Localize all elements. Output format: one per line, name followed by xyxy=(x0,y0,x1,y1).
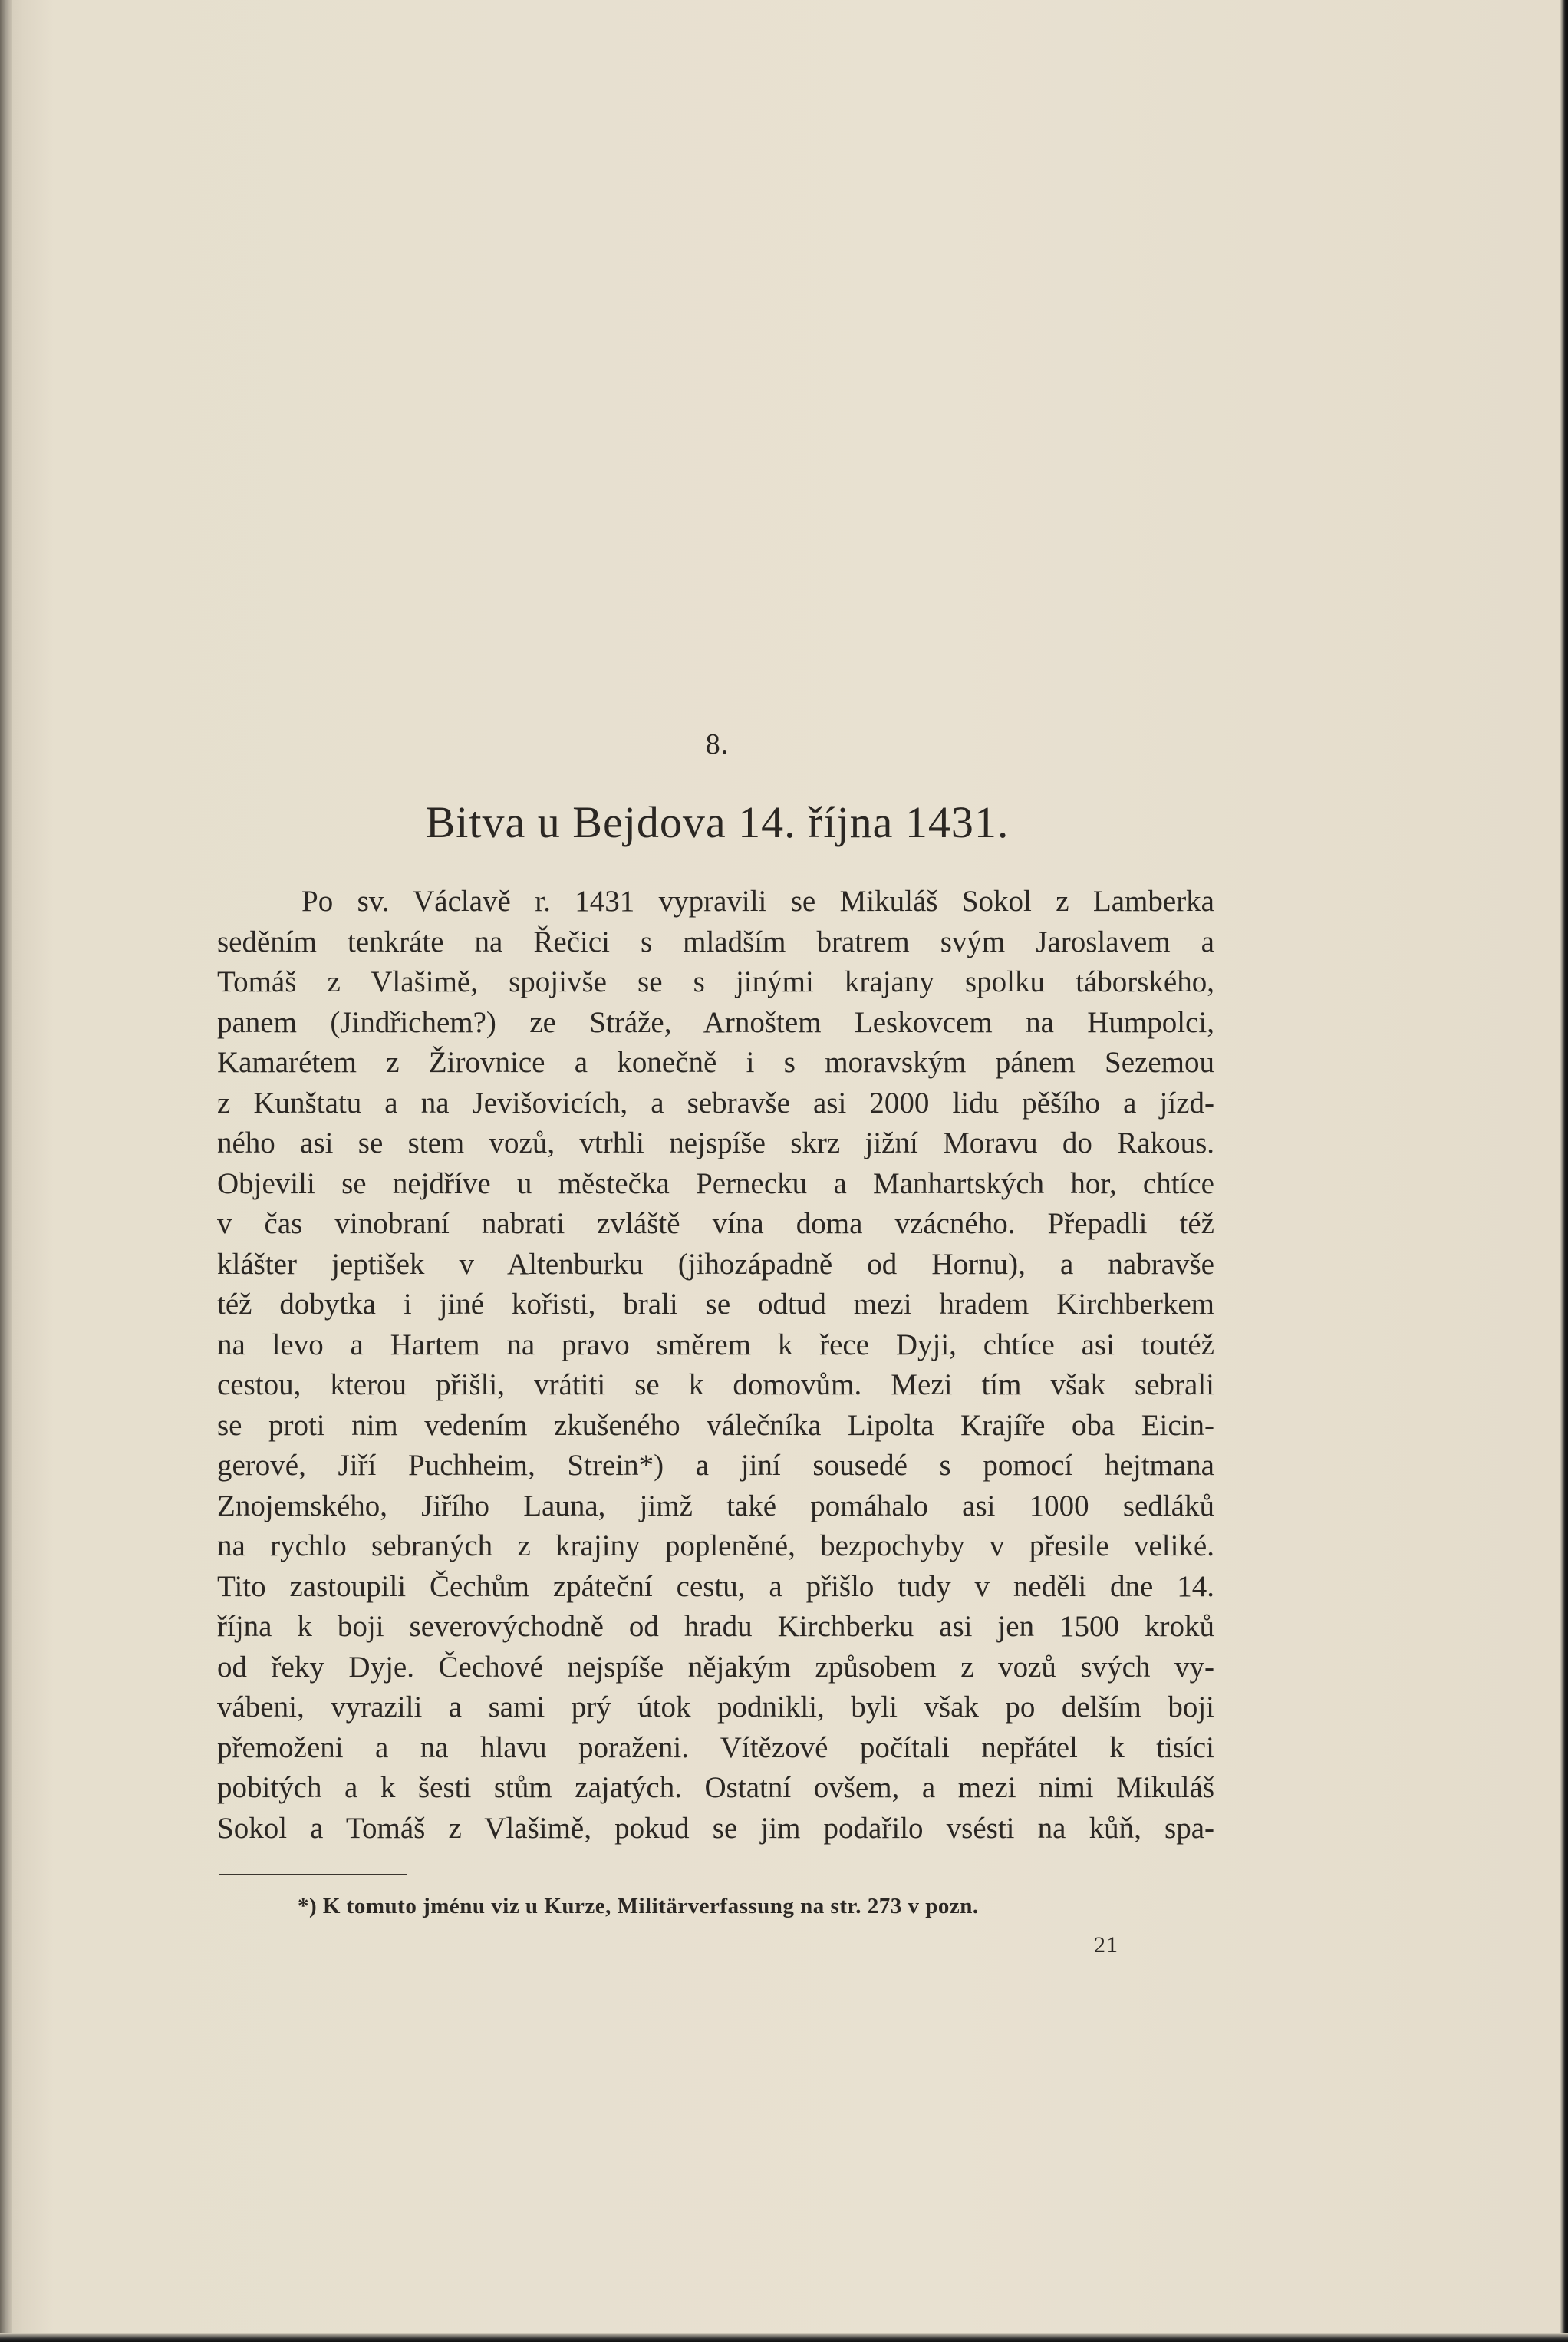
text-line: klášter jeptišek v Altenburku (jihozápadně od Hornu), a nabravše xyxy=(217,1247,1214,1281)
text-line: října k boji severovýchodně od hradu Kirchberku asi jen 1500 kroků xyxy=(217,1610,1214,1643)
text-line: z Kunštatu a na Jevišovicích, a sebravše asi 2000 lidu pěšího a jízd- xyxy=(217,1086,1214,1120)
chapter-number: 8. xyxy=(705,728,730,760)
text-line: se proti nim vedením zkušeného válečníka Lipolta Krajíře oba Eicin- xyxy=(217,1408,1214,1442)
text-line: Kamarétem z Žirovnice a konečně i s moravským pánem Sezemou xyxy=(217,1046,1214,1079)
text-line: pobitých a k šesti stům zajatých. Ostatní ovšem, a mezi nimi Mikuláš xyxy=(217,1771,1214,1804)
text-line: gerové, Jiří Puchheim, Strein*) a jiní sousedé s pomocí hejtmana xyxy=(217,1449,1214,1482)
chapter-title: Bitva u Bejdova 14. října 1431. xyxy=(425,797,1010,847)
text-line: vábeni, vyrazili a sami prý útok podnikli, byli však po delším boji xyxy=(217,1691,1214,1724)
text-line: cestou, kterou přišli, vrátiti se k domovům. Mezi tím však sebrali xyxy=(217,1368,1214,1401)
text-line: Objevili se nejdříve u městečka Pernecku a Manhartských hor, chtíce xyxy=(217,1166,1214,1200)
body-text xyxy=(217,882,1214,1849)
spine-shadow xyxy=(0,0,12,2342)
text-line: Tito zastoupili Čechům zpáteční cestu, a přišlo tudy v neděli dne 14. xyxy=(217,1569,1214,1603)
page-right-edge xyxy=(1560,0,1568,2342)
page-bottom-edge xyxy=(0,2333,1568,2342)
text-line: panem (Jindřichem?) ze Stráže, Arnoštem Leskovcem na Humpolci, xyxy=(217,1005,1214,1039)
footnote-separator xyxy=(219,1874,407,1875)
text-line: ného asi se stem vozů, vtrhli nejspíše skrz jižní Moravu do Rakous. xyxy=(217,1126,1214,1159)
footnote: *) K tomuto jménu viz u Kurze, Militärverfassung na str. 273 v pozn. xyxy=(298,1894,979,1918)
text-line: též dobytka i jiné kořisti, brali se odtud mezi hradem Kirchberkem xyxy=(217,1288,1214,1321)
text-line: v čas vinobraní nabrati zvláště vína doma vzácného. Přepadli též xyxy=(217,1207,1214,1240)
text-line: na levo a Hartem na pravo směrem k řece Dyji, chtíce asi toutéž xyxy=(217,1328,1214,1361)
text-line: seděním tenkráte na Řečici s mladším bratrem svým Jaroslavem a xyxy=(217,925,1214,958)
text-line: Sokol a Tomáš z Vlašimě, pokud se jim podařilo vsésti na kůň, spa- xyxy=(217,1811,1214,1845)
text-line: od řeky Dyje. Čechové nejspíše nějakým způsobem z vozů svých vy- xyxy=(217,1650,1214,1684)
signature-mark: 21 xyxy=(1094,1932,1118,1958)
text-line: Znojemského, Jiřího Launa, jimž také pomáhalo asi 1000 sedláků xyxy=(217,1489,1214,1522)
text-line: přemoženi a na hlavu poraženi. Vítězové počítali nepřátel k tisíci xyxy=(217,1730,1214,1764)
text-line: Tomáš z Vlašimě, spojivše se s jinými krajany spolku táborského, xyxy=(217,965,1214,998)
text-line: na rychlo sebraných z krajiny popleněné, bezpochyby v přesile veliké. xyxy=(217,1529,1214,1562)
text-line: Po sv. Václavě r. 1431 vypravili se Mikuláš Sokol z Lamberka xyxy=(301,885,1214,918)
